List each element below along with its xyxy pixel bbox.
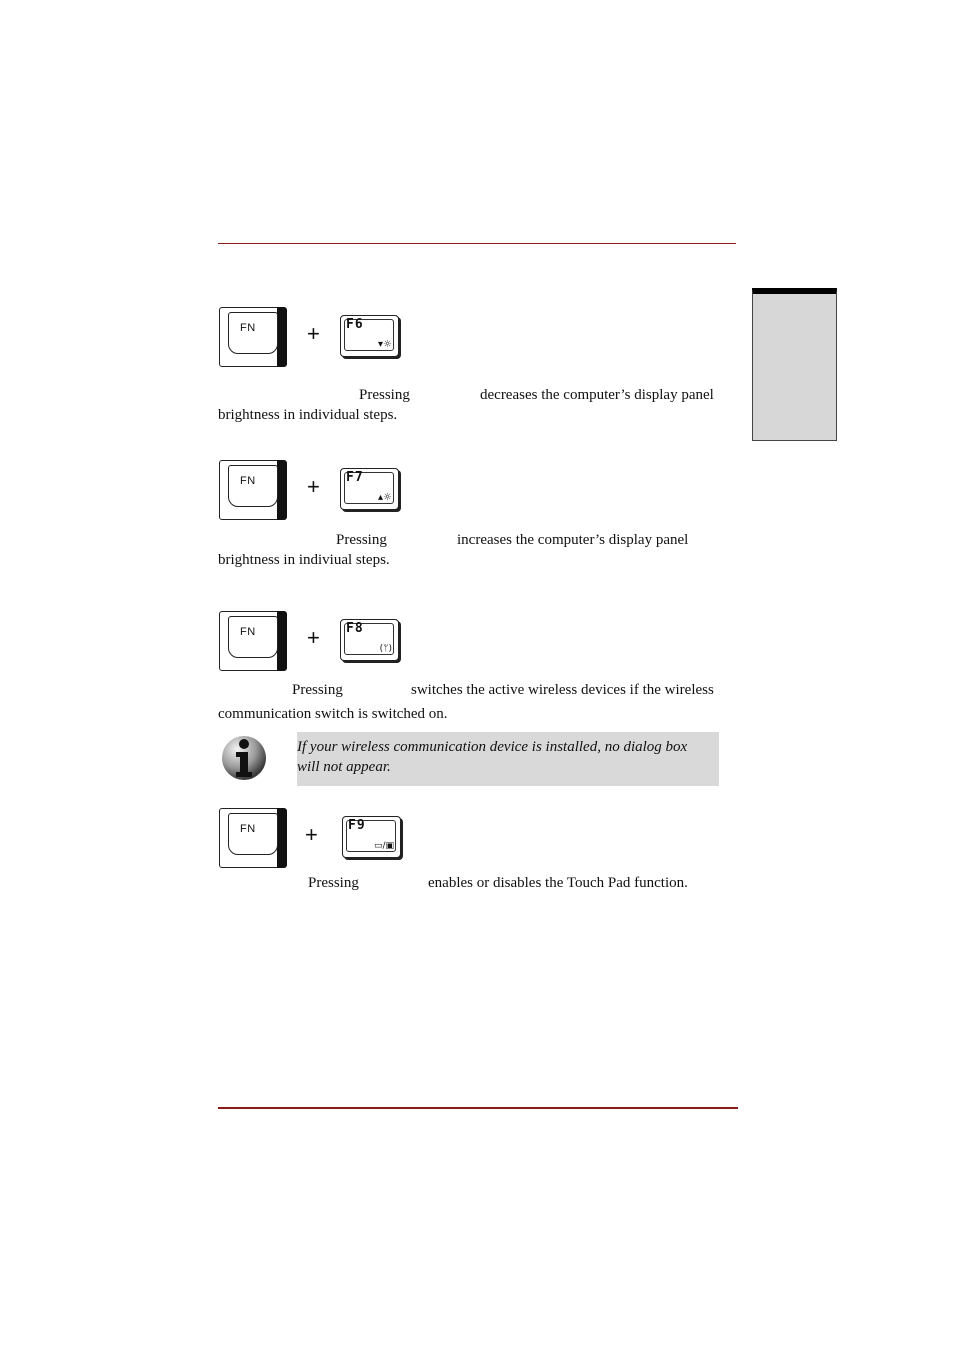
brightness-down-description [218,385,736,425]
fn-key-label: FN [240,475,256,487]
f8-key [340,619,399,661]
wireless-description [218,678,736,726]
f6-key-label: F6 [346,317,364,332]
fn-key [219,307,285,367]
plus-sign: + [307,474,320,499]
fn-key-label: FN [240,626,256,638]
fn-f8-key-combo [219,611,404,673]
note-callout [297,732,719,786]
pressing-text: Pressing [336,532,387,548]
plus-sign: + [307,625,320,650]
touchpad-toggle-icon: ▭/▣ [373,841,394,851]
header-rule [218,243,736,244]
touchpad-description [218,873,736,893]
fn-key-label: FN [240,322,256,334]
pressing-text: Pressing [308,875,359,891]
plus-sign: + [305,822,318,847]
f8-key-label: F8 [346,621,364,636]
plus-sign: + [307,321,320,346]
description-text: enables or disables the Touch Pad function. [428,875,688,891]
f7-key-label: F7 [346,470,364,485]
fn-f6-key-combo [219,307,404,369]
description-text: increases the computer’s display panel [457,532,689,548]
f6-key [340,315,399,357]
fn-f9-key-combo [219,808,404,870]
fn-f7-key-combo [219,460,404,522]
f7-key [340,468,399,510]
fn-key [219,611,285,671]
footer-rule [218,1107,738,1109]
description-text: decreases the computer’s display panel [480,387,714,403]
pressing-text: Pressing [292,682,343,698]
description-text: switches the active wireless devices if the wireless [411,682,714,698]
f9-key-label: F9 [348,818,366,833]
fn-key [219,808,285,868]
brightness-up-icon: ▴☼ [378,492,392,503]
note-line-2: will not appear. [297,759,391,775]
note-line-1: If your wireless communication device is installed, no dialog box [297,739,688,755]
brightness-up-description [218,530,736,570]
info-icon [221,733,267,783]
brightness-down-icon: ▾☼ [378,339,392,350]
f9-key [342,816,401,858]
description-line-2: brightness in indiviual steps. [218,552,390,568]
wireless-antenna-icon: (ᛘ) [379,644,392,654]
chapter-side-tab [752,288,837,441]
description-line-2: communication switch is switched on. [218,706,448,722]
description-line-2: brightness in individual steps. [218,407,398,423]
fn-key [219,460,285,520]
fn-key-label: FN [240,823,256,835]
pressing-text: Pressing [359,387,410,403]
